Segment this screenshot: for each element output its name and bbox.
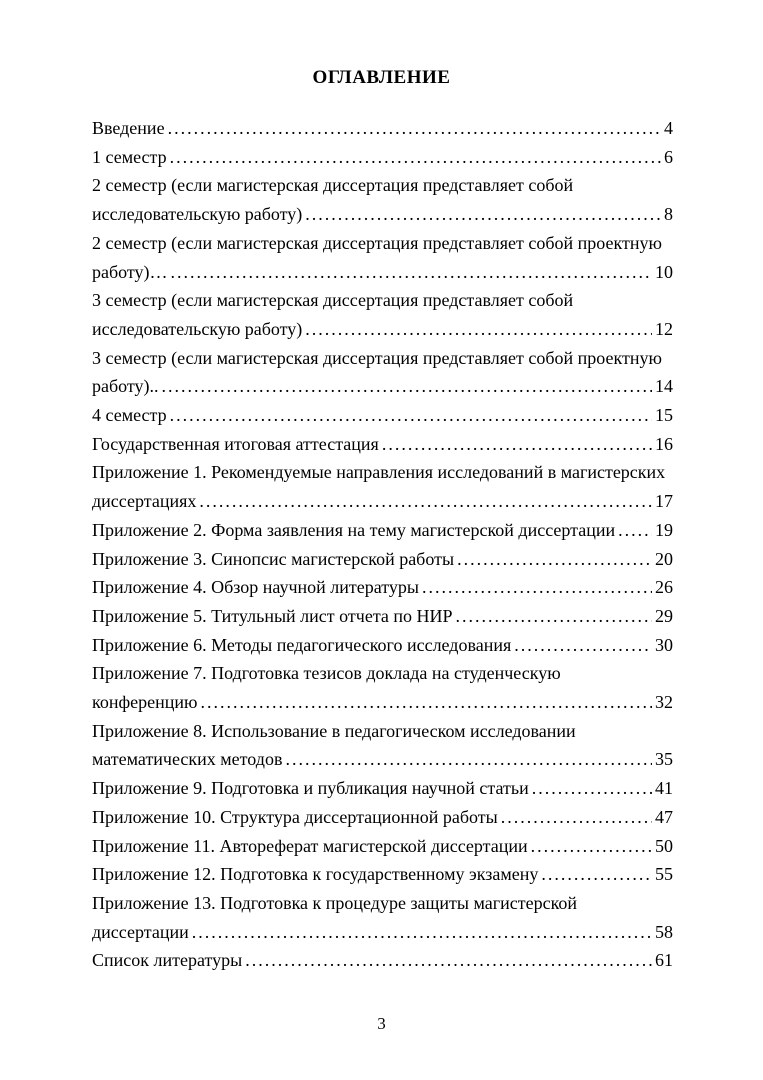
toc-entry: [92, 143, 673, 172]
dot-leader: [531, 832, 652, 861]
toc-entry-main-line: [92, 143, 673, 172]
dot-leader: [170, 401, 652, 430]
toc-entry-page-number: 6: [664, 146, 673, 167]
toc-entry-title: Приложение 4. Обзор научной литературы: [92, 577, 420, 598]
toc-entry: [92, 860, 673, 889]
toc-entry-title: 4 семестр: [92, 405, 167, 426]
toc-entry-main-line: [92, 946, 673, 975]
toc-entry-main-line: [92, 573, 673, 602]
toc-entry-page-number: 4: [664, 118, 673, 138]
toc-entry: [92, 401, 673, 430]
toc-entry-main-line: [92, 832, 673, 861]
toc-entry-page-number: 30: [655, 634, 673, 655]
toc-entry-title: диссертации: [92, 921, 189, 942]
toc-entry-title: работу)…: [92, 261, 168, 282]
toc-entry-page-number: 32: [655, 692, 673, 713]
toc-entry: [92, 889, 673, 946]
toc-entry-page-number: 29: [655, 605, 673, 626]
toc-entry-text-line: 3 семестр (если магистерская диссертация представляет собой: [92, 290, 574, 311]
dot-leader: [168, 114, 661, 143]
toc-entry: [92, 602, 673, 631]
toc-entry-title: Приложение 2. Форма заявления на тему магистерской диссертации: [92, 519, 616, 540]
toc-entry-title: Приложение 11. Автореферат магистерской диссертации: [92, 835, 528, 856]
toc-entry: [92, 229, 673, 286]
toc-entry: [92, 659, 673, 716]
toc-entry-text-line: Приложение 8. Использование в педагогическом исследовании: [92, 720, 576, 741]
toc-entry-title: Список литературы: [92, 950, 243, 971]
toc-entry-page-number: 26: [655, 577, 673, 598]
toc-entry: [92, 717, 673, 774]
toc-entry-page-number: 14: [655, 376, 673, 397]
toc-entry-page-number: 8: [664, 204, 673, 225]
toc-entry-title: Введение: [92, 118, 165, 138]
toc-entry-title: исследовательскую работу): [92, 204, 303, 225]
toc-entry-main-line: [92, 315, 673, 344]
toc-entry-title: 1 семестр: [92, 146, 167, 167]
toc-entry-title: Приложение 6. Методы педагогического исследования: [92, 634, 512, 655]
toc-entry-title: исследовательскую работу): [92, 318, 303, 339]
toc-entry-text-line: Приложение 13. Подготовка к процедуре защиты магистерской: [92, 892, 578, 913]
dot-leader: [532, 774, 652, 803]
dot-leader: [171, 258, 652, 287]
toc-entry-page-number: 19: [655, 519, 673, 540]
toc-entry-text-line: 3 семестр (если магистерская диссертация представляет собой проектную: [92, 347, 662, 368]
toc-entry: [92, 516, 673, 545]
toc-entry-main-line: [92, 372, 673, 401]
toc-entry-main-line: [92, 688, 673, 717]
dot-leader: [422, 573, 652, 602]
dot-leader: [501, 803, 652, 832]
toc-entry-page-number: 12: [655, 318, 673, 339]
toc-entry-title: Государственная итоговая аттестация: [92, 433, 379, 454]
dot-leader: [457, 545, 652, 574]
dot-leader: [514, 631, 652, 660]
toc-entry-page-number: 47: [655, 806, 673, 827]
toc-entry-title: Приложение 9. Подготовка и публикация научной статьи: [92, 778, 529, 799]
toc-entry: [92, 286, 673, 343]
dot-leader: [305, 315, 652, 344]
toc-entry-text-line: 2 семестр (если магистерская диссертация представляет собой: [92, 175, 574, 196]
toc-entry: [92, 631, 673, 660]
dot-leader: [200, 688, 652, 717]
toc-entry-main-line: [92, 114, 673, 143]
toc-entry-main-line: [92, 918, 673, 947]
toc-entry-page-number: 50: [655, 835, 673, 856]
dot-leader: [456, 602, 652, 631]
toc-entry: [92, 803, 673, 832]
dot-leader: [192, 918, 652, 947]
toc-entry-main-line: [92, 860, 673, 889]
toc-entry-main-line: [92, 774, 673, 803]
toc-entry-page-number: 61: [655, 950, 673, 971]
toc-entry-page-number: 58: [655, 921, 673, 942]
toc-entry-text-line: 2 семестр (если магистерская диссертация представляет собой проектную: [92, 232, 662, 253]
dot-leader: [170, 143, 661, 172]
toc-entry-title: Приложение 3. Синопсис магистерской работы: [92, 548, 455, 569]
toc-entry-page-number: 41: [655, 778, 673, 799]
dot-leader: [245, 946, 652, 975]
dot-leader: [199, 487, 652, 516]
dot-leader: [541, 860, 652, 889]
page-number: 3: [377, 1014, 386, 1033]
toc-list: [92, 114, 673, 975]
dot-leader: [305, 200, 661, 229]
toc-entry-page-number: 55: [655, 864, 673, 885]
toc-entry-title: Приложение 5. Титульный лист отчета по НИР: [92, 605, 453, 626]
toc-entry-page-number: 16: [655, 433, 673, 454]
toc-entry: [92, 430, 673, 459]
toc-entry: [92, 344, 673, 401]
page-title: ОГЛАВЛЕНИЕ: [312, 67, 451, 88]
toc-entry-page-number: 35: [655, 749, 673, 770]
toc-entry-main-line: [92, 631, 673, 660]
toc-entry: [92, 171, 673, 228]
toc-entry-main-line: [92, 545, 673, 574]
toc-entry-title: диссертациях: [92, 491, 197, 512]
toc-entry-text-line: Приложение 1. Рекомендуемые направления исследований в магистерских: [92, 462, 666, 483]
toc-entry-main-line: [92, 803, 673, 832]
toc-entry-title: конференцию: [92, 692, 198, 713]
dot-leader: [382, 430, 652, 459]
toc-entry-title: работу)..: [92, 376, 159, 397]
toc-entry: [92, 774, 673, 803]
toc-entry-main-line: [92, 487, 673, 516]
toc-entry-main-line: [92, 516, 673, 545]
toc-entry-main-line: [92, 401, 673, 430]
dot-leader: [162, 372, 652, 401]
dot-leader: [618, 516, 652, 545]
toc-entry-main-line: [92, 200, 673, 229]
toc-entry-title: Приложение 12. Подготовка к государственному экзамену: [92, 864, 539, 885]
toc-entry-main-line: [92, 745, 673, 774]
toc-entry-title: математических методов: [92, 749, 283, 770]
toc-entry: [92, 946, 673, 975]
toc-entry: [92, 573, 673, 602]
toc-entry-page-number: 10: [655, 261, 673, 282]
toc-entry-page-number: 17: [655, 491, 673, 512]
toc-entry-main-line: [92, 258, 673, 287]
toc-entry: [92, 832, 673, 861]
toc-entry-main-line: [92, 430, 673, 459]
toc-entry: [92, 458, 673, 515]
toc-entry-page-number: 20: [655, 548, 673, 569]
toc-entry-text-line: Приложение 7. Подготовка тезисов доклада на студенческую: [92, 663, 561, 684]
toc-entry-main-line: [92, 602, 673, 631]
toc-entry: [92, 114, 673, 143]
dot-leader: [285, 745, 652, 774]
toc-entry-page-number: 15: [655, 405, 673, 426]
toc-entry: [92, 545, 673, 574]
toc-entry-title: Приложение 10. Структура диссертационной работы: [92, 806, 498, 827]
